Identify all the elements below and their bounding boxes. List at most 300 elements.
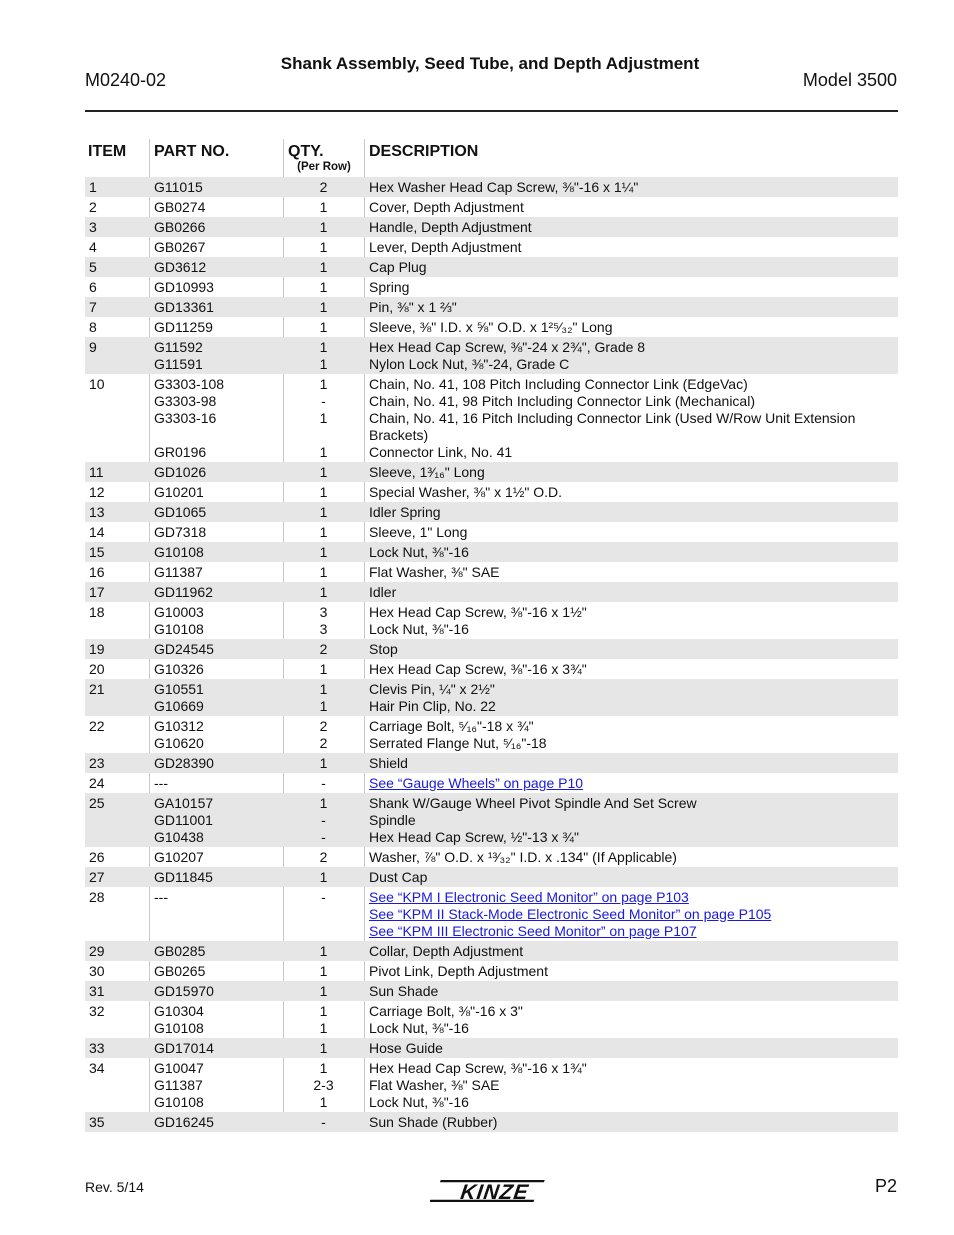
- quantity: 1: [319, 982, 328, 999]
- table-row: [85, 462, 898, 482]
- part-number: GB0267: [154, 238, 206, 255]
- description: Lever, Depth Adjustment: [369, 238, 522, 255]
- quantity: 1: [319, 868, 328, 885]
- part-number-cell: [149, 795, 283, 846]
- quantity: 1: [319, 503, 328, 520]
- description-cell: [364, 319, 898, 336]
- description: Lock Nut, ⅜"-16: [369, 1093, 469, 1110]
- description: Carriage Bolt, ⅜"-16 x 3": [369, 1002, 523, 1019]
- quantity: 1: [319, 543, 328, 560]
- description: Spring: [369, 278, 410, 295]
- part-number: G10047: [154, 1059, 204, 1076]
- quantity: 1: [319, 338, 328, 355]
- part-number: GB0266: [154, 218, 206, 235]
- part-number: G3303-16: [154, 409, 217, 426]
- quantity: 1: [319, 483, 328, 500]
- part-number: G10201: [154, 483, 204, 500]
- description-cell: [364, 604, 898, 638]
- column-header-description: DESCRIPTION: [369, 143, 479, 160]
- quantity-cell: [283, 718, 364, 752]
- item-number: 13: [89, 503, 105, 520]
- part-number-cell: [149, 179, 283, 196]
- part-number-cell: [149, 279, 283, 296]
- table-row: [85, 941, 898, 961]
- part-number: GD16245: [154, 1113, 214, 1130]
- quantity-cell: [283, 604, 364, 638]
- quantity: -: [321, 811, 326, 828]
- part-number: ---: [154, 888, 168, 905]
- part-number-cell: [149, 718, 283, 752]
- item-number: 27: [89, 868, 105, 885]
- document-number: M0240-02: [85, 70, 167, 90]
- table-row: [85, 847, 898, 867]
- part-number: G10108: [154, 543, 204, 560]
- part-number: G10551: [154, 680, 204, 697]
- part-number: G10620: [154, 734, 204, 751]
- quantity: 2: [319, 640, 328, 657]
- description: Hex Head Cap Screw, ⅜"-16 x 3¾": [369, 660, 587, 677]
- item-number: 29: [89, 942, 105, 959]
- item-number: 12: [89, 483, 105, 500]
- quantity: 1: [319, 409, 328, 426]
- quantity-cell: [283, 239, 364, 256]
- quantity: 1: [319, 962, 328, 979]
- quantity: 1: [319, 1093, 328, 1110]
- cross-reference-link[interactable]: See “KPM II Stack-Mode Electronic Seed Monitor” on page P105: [369, 905, 772, 922]
- description-cell: [364, 376, 898, 461]
- part-number-cell: [149, 869, 283, 886]
- description-cell: [364, 199, 898, 216]
- quantity: 1: [319, 523, 328, 540]
- quantity: 1: [319, 680, 328, 697]
- quantity: 1: [319, 355, 328, 372]
- description-cell: [364, 943, 898, 960]
- quantity: 1: [319, 697, 328, 714]
- quantity-cell: [283, 983, 364, 1000]
- table-row: [85, 217, 898, 237]
- table-row: [85, 257, 898, 277]
- description-cell: [364, 795, 898, 846]
- part-number: GD13361: [154, 298, 214, 315]
- quantity: 1: [319, 258, 328, 275]
- description: Shank W/Gauge Wheel Pivot Spindle And Set Screw: [369, 794, 697, 811]
- quantity-cell: [283, 641, 364, 658]
- quantity: 1: [319, 1039, 328, 1056]
- table-row: [85, 1058, 898, 1112]
- table-row: [85, 562, 898, 582]
- quantity: 2: [319, 848, 328, 865]
- quantity-cell: [283, 889, 364, 940]
- description-cell: [364, 681, 898, 715]
- quantity-cell: [283, 1040, 364, 1057]
- cross-reference-link[interactable]: See “KPM III Electronic Seed Monitor” on page P107: [369, 922, 697, 939]
- item-number: 10: [89, 375, 105, 392]
- item-number: 17: [89, 583, 105, 600]
- quantity: 2: [319, 717, 328, 734]
- item-number: 18: [89, 603, 105, 620]
- item-number: 9: [89, 338, 97, 355]
- part-number: GB0274: [154, 198, 206, 215]
- part-number: G10326: [154, 660, 204, 677]
- table-row: [85, 753, 898, 773]
- quantity: 1: [319, 794, 328, 811]
- description: Sleeve, 1³⁄₁₆" Long: [369, 463, 485, 480]
- item-number: 8: [89, 318, 97, 335]
- description-cell: [364, 869, 898, 886]
- part-number: G11387: [154, 563, 203, 580]
- part-number: GD11001: [154, 811, 213, 828]
- description: Shield: [369, 754, 408, 771]
- item-number: 1: [89, 178, 97, 195]
- table-row: [85, 716, 898, 753]
- part-number: G10108: [154, 620, 204, 637]
- description: Pin, ⅜" x 1 ⅔": [369, 298, 457, 315]
- part-number: G3303-108: [154, 375, 225, 392]
- column-header-item: ITEM: [88, 143, 127, 160]
- table-row: [85, 297, 898, 317]
- item-number: 26: [89, 848, 105, 865]
- table-row: [85, 542, 898, 562]
- table-row: [85, 374, 898, 462]
- quantity-cell: [283, 681, 364, 715]
- kinze-logo: [430, 1176, 554, 1206]
- description: Hex Head Cap Screw, ⅜"-16 x 1½": [369, 603, 587, 620]
- description: Connector Link, No. 41: [369, 443, 513, 460]
- table-row: [85, 582, 898, 602]
- quantity: 2-3: [313, 1076, 334, 1093]
- description-cell: [364, 1114, 898, 1131]
- quantity: 1: [319, 238, 328, 255]
- table-row: [85, 639, 898, 659]
- item-number: 14: [89, 523, 105, 540]
- item-number: 6: [89, 278, 97, 295]
- cross-reference-link[interactable]: See “Gauge Wheels” on page P10: [369, 774, 584, 791]
- part-number: GB0265: [154, 962, 206, 979]
- item-number: 4: [89, 238, 97, 255]
- quantity-cell: [283, 661, 364, 678]
- quantity: 1: [319, 583, 328, 600]
- item-number: 11: [89, 463, 104, 480]
- part-number: G10108: [154, 1019, 204, 1036]
- part-number-cell: [149, 755, 283, 772]
- description-cell: [364, 1040, 898, 1057]
- description-cell: [364, 1003, 898, 1037]
- description-cell: [364, 889, 898, 940]
- part-number-cell: [149, 889, 283, 940]
- description-cell: [364, 504, 898, 521]
- item-number: 30: [89, 962, 105, 979]
- description: Spindle: [369, 811, 416, 828]
- part-number: G11387: [154, 1076, 203, 1093]
- quantity: 1: [319, 298, 328, 315]
- quantity-cell: [283, 963, 364, 980]
- table-row: [85, 659, 898, 679]
- description: Hex Head Cap Screw, ⅜"-16 x 1¾": [369, 1059, 587, 1076]
- description: Serrated Flange Nut, ⁵⁄₁₆"-18: [369, 734, 547, 751]
- column-subheader-qty: (Per Row): [297, 161, 351, 173]
- description: Flat Washer, ⅜" SAE: [369, 1076, 500, 1093]
- logo-text: KINZE: [459, 1181, 531, 1204]
- description: Special Washer, ⅜" x 1½" O.D.: [369, 483, 563, 500]
- quantity-cell: [283, 319, 364, 336]
- column-header-qty: QTY.: [288, 143, 324, 160]
- quantity-cell: [283, 339, 364, 373]
- part-number-cell: [149, 1060, 283, 1111]
- table-row: [85, 237, 898, 257]
- quantity-cell: [283, 484, 364, 501]
- table-row: [85, 1038, 898, 1058]
- description: Washer, ⅞" O.D. x ¹³⁄₃₂" I.D. x .134" (If Applicable): [369, 848, 677, 865]
- quantity-cell: [283, 524, 364, 541]
- part-number: GD1065: [154, 503, 207, 520]
- quantity: 1: [319, 660, 328, 677]
- description-cell: [364, 179, 898, 196]
- description: Lock Nut, ⅜"-16: [369, 543, 469, 560]
- part-number: GA10157: [154, 794, 214, 811]
- table-row: [85, 522, 898, 542]
- item-number: 19: [89, 640, 105, 657]
- table-row: [85, 1001, 898, 1038]
- table-row: [85, 177, 898, 197]
- description-cell: [364, 239, 898, 256]
- part-number: G11592: [154, 338, 203, 355]
- quantity-cell: [283, 376, 364, 461]
- description: Cap Plug: [369, 258, 427, 275]
- item-number: 35: [89, 1113, 105, 1130]
- description: Lock Nut, ⅜"-16: [369, 1019, 469, 1036]
- part-number-cell: [149, 943, 283, 960]
- quantity: 1: [319, 463, 328, 480]
- quantity-cell: [283, 464, 364, 481]
- part-number-cell: [149, 299, 283, 316]
- quantity-cell: [283, 775, 364, 792]
- description: Sun Shade: [369, 982, 439, 999]
- description: Hose Guide: [369, 1039, 443, 1056]
- quantity-cell: [283, 849, 364, 866]
- part-number: G10207: [154, 848, 204, 865]
- part-number: GB0285: [154, 942, 206, 959]
- part-number: G10669: [154, 697, 204, 714]
- table-row: [85, 793, 898, 847]
- table-row: [85, 773, 898, 793]
- quantity: 1: [319, 443, 328, 460]
- quantity-cell: [283, 1060, 364, 1111]
- part-number-cell: [149, 219, 283, 236]
- part-number-cell: [149, 1114, 283, 1131]
- description: Lock Nut, ⅜"-16: [369, 620, 469, 637]
- quantity: 2: [319, 178, 328, 195]
- quantity-cell: [283, 199, 364, 216]
- item-number: 20: [89, 660, 105, 677]
- item-number: 28: [89, 888, 105, 905]
- part-number-cell: [149, 1040, 283, 1057]
- part-number: GD24545: [154, 640, 214, 657]
- description: Chain, No. 41, 108 Pitch Including Connector Link (EdgeVac): [369, 375, 748, 392]
- item-number: 34: [89, 1059, 105, 1076]
- item-number: 25: [89, 794, 105, 811]
- table-row: [85, 961, 898, 981]
- part-number: GD17014: [154, 1039, 214, 1056]
- part-number-cell: [149, 199, 283, 216]
- part-number: GD11259: [154, 318, 213, 335]
- description: Chain, No. 41, 98 Pitch Including Connector Link (Mechanical): [369, 392, 755, 409]
- description-cell: [364, 718, 898, 752]
- description-cell: [364, 1060, 898, 1111]
- description: Chain, No. 41, 16 Pitch Including Connector Link (Used W/Row Unit Extension: [369, 409, 856, 426]
- item-number: 5: [89, 258, 97, 275]
- table-row: [85, 502, 898, 522]
- quantity-cell: [283, 564, 364, 581]
- quantity-cell: [283, 1003, 364, 1037]
- quantity-cell: [283, 943, 364, 960]
- quantity: 1: [319, 754, 328, 771]
- description-cell: [364, 983, 898, 1000]
- page-title: Shank Assembly, Seed Tube, and Depth Adjustment: [280, 54, 700, 73]
- parts-table: [85, 177, 898, 1132]
- part-number: [154, 427, 283, 444]
- description: Clevis Pin, ¼" x 2½": [369, 680, 495, 697]
- quantity: 1: [319, 198, 328, 215]
- part-number-cell: [149, 604, 283, 638]
- part-number-cell: [149, 849, 283, 866]
- part-number: G10108: [154, 1093, 204, 1110]
- table-row: [85, 317, 898, 337]
- part-number-cell: [149, 544, 283, 561]
- description-cell: [364, 464, 898, 481]
- part-number: G10312: [154, 717, 204, 734]
- quantity: 3: [319, 603, 328, 620]
- part-number-cell: [149, 239, 283, 256]
- quantity: -: [321, 392, 326, 409]
- description: Hex Washer Head Cap Screw, ⅜"-16 x 1¼": [369, 178, 639, 195]
- table-row: [85, 602, 898, 639]
- part-number-cell: [149, 584, 283, 601]
- quantity: 1: [319, 1059, 328, 1076]
- part-number: ---: [154, 774, 168, 791]
- description: Hair Pin Clip, No. 22: [369, 697, 496, 714]
- description-cell: [364, 755, 898, 772]
- table-row: [85, 337, 898, 374]
- item-number: 2: [89, 198, 97, 215]
- cross-reference-link[interactable]: See “KPM I Electronic Seed Monitor” on page P103: [369, 888, 689, 905]
- quantity-cell: [283, 504, 364, 521]
- part-number-cell: [149, 484, 283, 501]
- part-number-cell: [149, 1003, 283, 1037]
- header-divider: [85, 110, 898, 112]
- description: Sleeve, 1" Long: [369, 523, 468, 540]
- description: Cover, Depth Adjustment: [369, 198, 524, 215]
- quantity: -: [321, 828, 326, 845]
- table-row: [85, 197, 898, 217]
- item-number: 16: [89, 563, 105, 580]
- quantity: -: [321, 774, 326, 791]
- description: Nylon Lock Nut, ⅜"-24, Grade C: [369, 355, 570, 372]
- description-cell: [364, 661, 898, 678]
- description-cell: [364, 279, 898, 296]
- quantity: 1: [319, 1019, 328, 1036]
- description: Sleeve, ⅜" I.D. x ⅝" O.D. x 1²⁵⁄₃₂" Long: [369, 318, 613, 335]
- quantity: 2: [319, 734, 328, 751]
- description-cell: [364, 299, 898, 316]
- part-number-cell: [149, 775, 283, 792]
- quantity-cell: [283, 1114, 364, 1131]
- description: Sun Shade (Rubber): [369, 1113, 498, 1130]
- description-cell: [364, 584, 898, 601]
- quantity-cell: [283, 299, 364, 316]
- item-number: 7: [89, 298, 97, 315]
- table-row: [85, 1112, 898, 1132]
- part-number-cell: [149, 339, 283, 373]
- description-cell: [364, 259, 898, 276]
- part-number-cell: [149, 524, 283, 541]
- part-number: GR0196: [154, 443, 207, 460]
- quantity-cell: [283, 544, 364, 561]
- table-row: [85, 887, 898, 941]
- page-number: P2: [874, 1176, 897, 1196]
- description: Idler Spring: [369, 503, 441, 520]
- quantity-cell: [283, 584, 364, 601]
- description-cell: [364, 219, 898, 236]
- part-number: GD7318: [154, 523, 207, 540]
- item-number: 33: [89, 1039, 105, 1056]
- description: Idler: [369, 583, 397, 600]
- table-row: [85, 981, 898, 1001]
- part-number-cell: [149, 963, 283, 980]
- part-number-cell: [149, 376, 283, 461]
- part-number: GD11845: [154, 868, 213, 885]
- quantity-cell: [283, 279, 364, 296]
- description: Brackets): [369, 426, 429, 443]
- part-number: GD1026: [154, 463, 207, 480]
- description-cell: [364, 524, 898, 541]
- item-number: 15: [89, 543, 105, 560]
- description: Stop: [369, 640, 398, 657]
- quantity: 1: [319, 563, 328, 580]
- part-number-cell: [149, 681, 283, 715]
- part-number-cell: [149, 983, 283, 1000]
- part-number-cell: [149, 661, 283, 678]
- description-cell: [364, 849, 898, 866]
- quantity-cell: [283, 755, 364, 772]
- part-number: G10003: [154, 603, 204, 620]
- item-number: 22: [89, 717, 105, 734]
- table-row: [85, 679, 898, 716]
- part-number: G3303-98: [154, 392, 217, 409]
- quantity: -: [321, 888, 326, 905]
- quantity-cell: [283, 869, 364, 886]
- part-number: G10438: [154, 828, 204, 845]
- item-number: 3: [89, 218, 97, 235]
- description: Flat Washer, ⅜" SAE: [369, 563, 500, 580]
- quantity: 1: [319, 278, 328, 295]
- description-cell: [364, 544, 898, 561]
- part-number-cell: [149, 504, 283, 521]
- part-number: GD28390: [154, 754, 214, 771]
- quantity: 1: [319, 1002, 328, 1019]
- part-number-cell: [149, 564, 283, 581]
- description: Hex Head Cap Screw, ½"-13 x ¾": [369, 828, 579, 845]
- part-number-cell: [149, 464, 283, 481]
- description: Collar, Depth Adjustment: [369, 942, 524, 959]
- quantity-cell: [283, 179, 364, 196]
- description: Hex Head Cap Screw, ⅜"-24 x 2¾", Grade 8: [369, 338, 646, 355]
- part-number: G10304: [154, 1002, 204, 1019]
- description: Handle, Depth Adjustment: [369, 218, 532, 235]
- description-cell: [364, 564, 898, 581]
- item-number: 31: [89, 982, 105, 999]
- part-number: GD15970: [154, 982, 214, 999]
- quantity-cell: [283, 259, 364, 276]
